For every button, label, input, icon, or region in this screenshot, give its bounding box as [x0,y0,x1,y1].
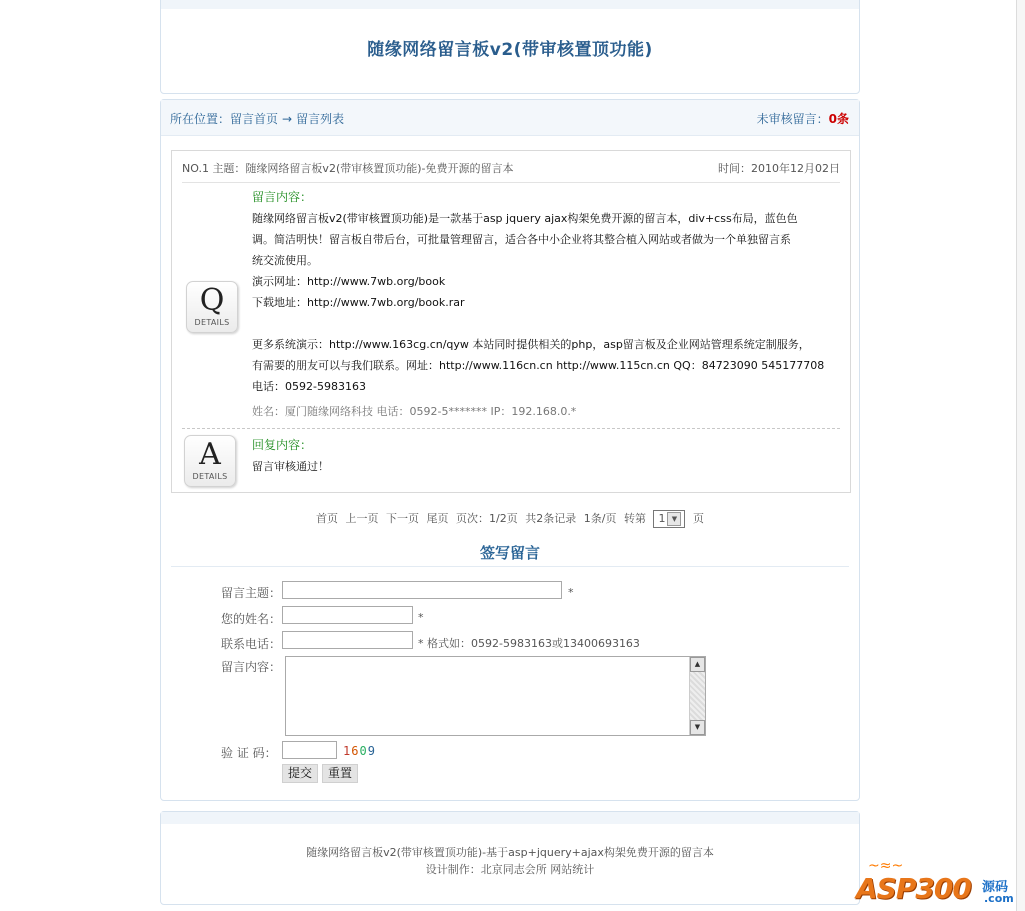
content-line: 下载地址：http://www.7wb.org/book.rar [252,296,465,309]
question-icon-letter: Q [199,283,225,318]
name-input[interactable] [282,606,413,624]
content-line: 有需要的朋友可以与我们联系。网址：http://www.116cn.cn http://www.115cn.cn QQ：84723090 545177708 [252,359,825,372]
message-signature: 姓名：厦门随缘网络科技 电话：0592-5******* IP：192.168.0.* [252,405,577,418]
pagination [161,510,859,528]
pager-goto-label: 转第 [623,512,646,525]
subject-label: 留言主题： [221,586,282,600]
chevron-down-icon[interactable]: ▼ [667,512,681,526]
content-line-blank [252,313,844,334]
footer-designer-link[interactable]: 北京同志会所 [480,863,547,876]
message-title [182,160,514,176]
name-required-mark: * [418,611,424,624]
content-field-label: 留言内容： [221,660,282,674]
message-subject: 随缘网络留言板v2(带审核置顶功能)-免费开源的留言本 [245,162,514,175]
breadcrumb-prefix: 所在位置： [170,112,231,126]
captcha-image[interactable] [343,744,376,758]
breadcrumb-home-link[interactable]: 留言首页 [230,112,279,126]
header-band [161,0,859,9]
content-line: 演示网址：http://www.7wb.org/book [252,275,446,288]
captcha-digit: 9 [367,744,376,758]
footer-line2 [161,861,859,878]
subject-input[interactable] [282,581,562,599]
content-line: 调。简洁明快！留言板自带后台，可批量管理留言，适合各中小企业将其整合植入网站或者做为一个单独留言系 [252,233,791,246]
pager-prev-link[interactable]: 上一页 [345,512,379,525]
phone-hint: * 格式如：0592-5983163或13400693163 [418,637,640,650]
breadcrumb-current-link[interactable]: 留言列表 [296,112,345,126]
phone-input[interactable] [282,631,413,649]
message-time-label: 时间： [718,162,751,175]
captcha-digit: 0 [359,744,368,758]
pager-first-link[interactable]: 首页 [316,512,339,525]
captcha-digit: 6 [351,744,360,758]
message-time-value: 2010年12月02日 [751,162,840,175]
footer-text [161,844,859,878]
footer-design-label: 设计制作： [425,863,481,876]
page-select-value: 1 [658,512,666,525]
question-icon [186,281,238,333]
content-textarea[interactable] [285,656,706,736]
browser-scrollbar-edge [1016,0,1025,911]
scroll-up-icon[interactable]: ▲ [690,657,705,672]
form-title: 签写留言 [479,544,540,562]
captcha-digit: 1 [343,744,352,758]
message-time [718,160,840,176]
captcha-label: 验 证 码： [221,746,277,760]
pager-next-link[interactable]: 下一页 [386,512,420,525]
site-header [160,0,860,94]
question-icon-caption: DETAILS [194,318,230,327]
phone-label: 联系电话： [221,637,282,651]
message-content [252,187,844,397]
message-card [171,150,851,493]
pager-last-link[interactable]: 尾页 [426,512,449,525]
form-divider [171,566,849,567]
reply-block [252,435,329,477]
pager-page-info: 页次：1/2页 [456,512,518,525]
breadcrumb-bar [161,100,859,136]
flame-icon: ~≈~ [868,858,904,874]
reply-label: 回复内容： [252,438,313,452]
textarea-scrollbar[interactable] [689,657,705,735]
content-label: 留言内容： [252,190,313,204]
message-subject-label: 主题： [212,162,246,175]
watermark-sub: 源码 [982,880,1009,895]
content-line: 统交流使用。 [252,254,318,267]
pending-label: 未审核留言： [756,112,829,126]
reset-button[interactable]: 重置 [322,764,358,783]
scroll-down-icon[interactable]: ▼ [690,720,705,735]
submit-button[interactable]: 提交 [282,764,318,783]
name-label: 您的姓名： [221,612,282,626]
reply-divider [182,428,840,429]
pager-per-page: 1条/页 [583,512,617,525]
pager-page-suffix: 页 [692,512,704,525]
answer-icon-letter: A [199,437,221,472]
answer-icon-caption: DETAILS [192,472,228,481]
pending-count[interactable] [757,110,849,127]
main-panel [160,99,860,801]
watermark-main: ASP300 [856,872,971,905]
breadcrumb-arrow-icon: → [282,112,293,126]
watermark-logo [852,858,1022,908]
content-line: 随缘网络留言板v2(带审核置顶功能)是一款基于asp jquery ajax构架免费开源的留言本，div+css布局，蓝色色 [252,212,798,225]
footer-band [161,812,859,824]
breadcrumb [170,110,344,127]
site-title: 随缘网络留言板v2(带审核置顶功能) [367,40,653,60]
content-line: 更多系统演示：http://www.163cg.cn/qyw 本站同时提供相关的php，asp留言板及企业网站管理系统定制服务， [252,338,810,351]
pager-total: 共2条记录 [525,512,577,525]
pending-count-value: 0条 [828,112,849,126]
page-select[interactable] [653,510,685,528]
message-number: NO.1 [182,162,209,175]
answer-icon [184,435,236,487]
watermark-domain: .com [984,892,1014,905]
content-line: 电话：0592-5983163 [252,380,366,393]
site-footer [160,811,860,905]
footer-stats-link[interactable]: 网站统计 [550,863,595,876]
reply-text: 留言审核通过！ [252,460,329,473]
footer-line1: 随缘网络留言板v2(带审核置顶功能)-基于asp+jquery+ajax构架免费开源的留言本 [306,846,714,859]
subject-required-mark: * [568,586,574,599]
captcha-input[interactable] [282,741,337,759]
message-header [182,151,840,183]
